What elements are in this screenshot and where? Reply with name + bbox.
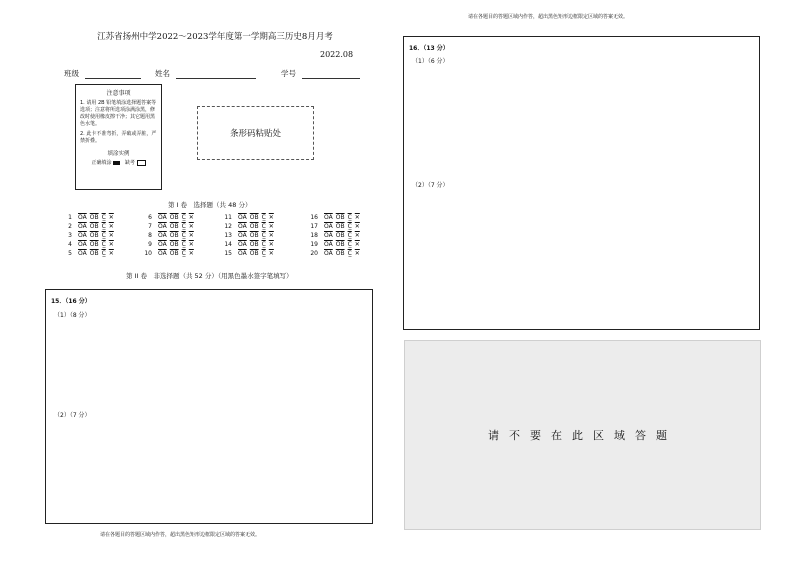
option-d[interactable]: ✕ [108, 232, 114, 239]
question-number: 20 [310, 250, 318, 257]
option-c[interactable]: C̲ [347, 223, 352, 230]
fill-example-row [76, 159, 161, 166]
option-a[interactable]: $\overline{OA}$ [324, 232, 333, 239]
question-row[interactable] [218, 223, 277, 230]
no-answer-area [404, 340, 761, 530]
option-a[interactable]: $\overline{OA}$ [78, 214, 87, 221]
option-c[interactable]: C̲ [181, 214, 186, 221]
option-b[interactable]: $\overline{OB}$ [249, 250, 259, 257]
question-row[interactable] [138, 250, 197, 257]
option-d[interactable]: ✕ [268, 232, 274, 239]
option-c[interactable]: C̲ [181, 241, 186, 248]
question-number: 2 [68, 223, 72, 230]
q15-title: 15．（16 分） [51, 298, 91, 305]
option-c[interactable]: C̲ [347, 214, 352, 221]
option-b[interactable]: $\overline{OB}$ [335, 214, 345, 221]
option-a[interactable]: $\overline{OA}$ [158, 250, 167, 257]
option-c[interactable]: C̲ [347, 241, 352, 248]
option-b[interactable]: $\overline{OB}$ [335, 241, 345, 248]
option-d[interactable]: ✕ [268, 214, 274, 221]
question-number: 1 [68, 214, 72, 221]
option-b[interactable]: $\overline{OB}$ [89, 241, 99, 248]
question-row[interactable] [138, 214, 197, 221]
option-c[interactable]: C̲ [347, 250, 352, 257]
name-underline [176, 70, 256, 79]
absent-label: 缺考 [124, 160, 135, 166]
option-b[interactable]: $\overline{OB}$ [169, 250, 179, 257]
correct-fill-label: 正确填涂 [91, 160, 112, 166]
question-row[interactable] [138, 241, 197, 248]
option-c[interactable]: C̲ [261, 214, 266, 221]
no-answer-text: 请不要在此区域答题 [488, 429, 677, 442]
question-row[interactable] [304, 232, 363, 239]
option-d[interactable]: ✕ [108, 250, 114, 257]
option-d[interactable]: ✕ [188, 232, 194, 239]
option-a[interactable]: $\overline{OA}$ [238, 250, 247, 257]
option-c[interactable]: C̲ [347, 232, 352, 239]
student-id-field[interactable] [281, 68, 360, 79]
option-b[interactable]: $\overline{OB}$ [89, 250, 99, 257]
exam-date: 2022.08 [320, 50, 354, 59]
question-row[interactable] [218, 214, 277, 221]
question-row[interactable] [58, 250, 117, 257]
option-d[interactable]: ✕ [268, 241, 274, 248]
class-underline [85, 70, 141, 79]
option-a[interactable]: $\overline{OA}$ [78, 232, 87, 239]
option-c[interactable]: C̲ [101, 250, 106, 257]
option-c[interactable]: C̲ [261, 232, 266, 239]
answer-box-q16[interactable] [403, 36, 760, 330]
question-number: 8 [148, 232, 152, 239]
student-id-underline [302, 70, 360, 79]
student-id-label: 学号 [281, 69, 296, 78]
footer-note-left: 请在各题目的答题区域内作答，超出黑色矩形边框限定区域的答案无效。 [100, 532, 261, 538]
question-number: 5 [68, 250, 72, 257]
q16-part1-label: （1）（6 分） [412, 58, 449, 65]
option-c[interactable]: C̲ [101, 223, 106, 230]
question-number: 11 [224, 214, 232, 221]
question-row[interactable] [218, 250, 277, 257]
option-a[interactable]: $\overline{OA}$ [158, 232, 167, 239]
option-c[interactable]: C̲ [101, 214, 106, 221]
footer-note-right: 请在各题目的答题区域内作答，超出黑色矩形边框限定区域的答案无效。 [468, 14, 629, 20]
option-b[interactable]: $\overline{OB}$ [249, 241, 259, 248]
option-a[interactable]: $\overline{OA}$ [158, 214, 167, 221]
option-a[interactable]: $\overline{OA}$ [324, 223, 333, 230]
option-d[interactable]: ✕ [354, 250, 360, 257]
option-a[interactable]: $\overline{OA}$ [238, 232, 247, 239]
question-number: 4 [68, 241, 72, 248]
question-row[interactable] [218, 241, 277, 248]
question-number: 19 [310, 241, 318, 248]
q15-part1-label: （1）（8 分） [54, 312, 91, 319]
option-b[interactable]: $\overline{OB}$ [335, 250, 345, 257]
option-d[interactable]: ✕ [268, 223, 274, 230]
question-number: 7 [148, 223, 152, 230]
question-row[interactable] [138, 232, 197, 239]
q16-title: 16．（13 分） [409, 45, 449, 52]
option-b[interactable]: $\overline{OB}$ [169, 232, 179, 239]
fill-example-title: 填涂实例 [107, 151, 130, 157]
option-d[interactable]: ✕ [188, 223, 194, 230]
option-c[interactable]: C̲ [101, 232, 106, 239]
section-2-title: 第 II 卷 非选择题（共 52 分）（用黑色墨水签字笔填写） [126, 272, 293, 280]
option-c[interactable]: C̲ [181, 223, 186, 230]
option-d[interactable]: ✕ [108, 214, 114, 221]
question-number: 14 [224, 241, 232, 248]
option-b[interactable]: $\overline{OB}$ [249, 232, 259, 239]
question-number: 10 [144, 250, 152, 257]
question-number: 17 [310, 223, 318, 230]
option-d[interactable]: ✕ [188, 250, 194, 257]
question-row[interactable] [58, 223, 117, 230]
question-row[interactable] [304, 241, 363, 248]
question-row[interactable] [58, 214, 117, 221]
question-number: 15 [224, 250, 232, 257]
name-field[interactable] [155, 68, 256, 79]
option-b[interactable]: $\overline{OB}$ [89, 214, 99, 221]
option-d[interactable]: ✕ [354, 232, 360, 239]
question-number: 9 [148, 241, 152, 248]
section-1-title: 第 I 卷 选择题（共 48 分） [168, 201, 252, 209]
option-d[interactable]: ✕ [188, 241, 194, 248]
option-d[interactable]: ✕ [268, 250, 274, 257]
option-a[interactable]: $\overline{OA}$ [158, 223, 167, 230]
filled-box-icon [113, 161, 120, 165]
option-c[interactable]: C̲ [101, 241, 106, 248]
page-title: 江苏省扬州中学2022～2023学年度第一学期高三历史8月月考 [97, 32, 333, 42]
notice-item-2: 2. 此卡不准弯折，弄破或弄脏，严禁折叠。 [80, 131, 157, 144]
option-b[interactable]: $\overline{OB}$ [89, 223, 99, 230]
option-d[interactable]: ✕ [108, 241, 114, 248]
question-row[interactable] [218, 232, 277, 239]
option-b[interactable]: $\overline{OB}$ [249, 214, 259, 221]
option-a[interactable]: $\overline{OA}$ [238, 223, 247, 230]
option-d[interactable]: ✕ [188, 214, 194, 221]
option-c[interactable]: C̲ [261, 241, 266, 248]
option-b[interactable]: $\overline{OB}$ [89, 232, 99, 239]
question-row[interactable] [138, 223, 197, 230]
question-number: 13 [224, 232, 232, 239]
option-c[interactable]: C̲ [181, 250, 186, 257]
option-a[interactable]: $\overline{OA}$ [78, 241, 87, 248]
option-b[interactable]: $\overline{OB}$ [169, 223, 179, 230]
option-b[interactable]: $\overline{OB}$ [169, 214, 179, 221]
option-a[interactable]: $\overline{OA}$ [324, 250, 333, 257]
question-number: 3 [68, 232, 72, 239]
barcode-area [197, 106, 314, 160]
question-row[interactable] [58, 232, 117, 239]
notice-box [75, 84, 162, 190]
question-row[interactable] [304, 223, 363, 230]
q16-part2-label: （2）（7 分） [412, 182, 449, 189]
option-a[interactable]: $\overline{OA}$ [324, 241, 333, 248]
notice-title: 注意事项 [106, 90, 131, 97]
option-c[interactable]: C̲ [261, 250, 266, 257]
option-b[interactable]: $\overline{OB}$ [335, 223, 345, 230]
choice-grid [58, 214, 378, 260]
option-d[interactable]: ✕ [354, 214, 360, 221]
class-field[interactable] [64, 68, 141, 79]
notice-item-1: 1. 请用 2B 铅笔填涂选择题答案等选项；注意将所选项涂满涂黑，修改时使用橡皮擦干净；其它题用黑色水笔。 [80, 100, 157, 127]
question-row[interactable] [304, 250, 363, 257]
question-number: 6 [148, 214, 152, 221]
option-a[interactable]: $\overline{OA}$ [78, 223, 87, 230]
question-row[interactable] [304, 214, 363, 221]
option-a[interactable]: $\overline{OA}$ [158, 241, 167, 248]
option-a[interactable]: $\overline{OA}$ [324, 214, 333, 221]
answer-box-q15[interactable] [45, 289, 373, 524]
question-number: 12 [224, 223, 232, 230]
question-number: 16 [310, 214, 318, 221]
option-a[interactable]: $\overline{OA}$ [78, 250, 87, 257]
option-a[interactable]: $\overline{OA}$ [238, 241, 247, 248]
option-b[interactable]: $\overline{OB}$ [335, 232, 345, 239]
option-c[interactable]: C̲ [261, 223, 266, 230]
option-d[interactable]: ✕ [108, 223, 114, 230]
option-c[interactable]: C̲ [181, 232, 186, 239]
option-d[interactable]: ✕ [354, 223, 360, 230]
absent-checkbox[interactable] [137, 160, 146, 166]
barcode-label: 条形码粘贴处 [229, 129, 281, 139]
option-d[interactable]: ✕ [354, 241, 360, 248]
option-a[interactable]: $\overline{OA}$ [238, 214, 247, 221]
option-b[interactable]: $\overline{OB}$ [249, 223, 259, 230]
question-row[interactable] [58, 241, 117, 248]
question-number: 18 [310, 232, 318, 239]
class-label: 班级 [64, 69, 79, 78]
q15-part2-label: （2）（7 分） [54, 412, 91, 419]
name-label: 姓名 [155, 69, 170, 78]
option-b[interactable]: $\overline{OB}$ [169, 241, 179, 248]
